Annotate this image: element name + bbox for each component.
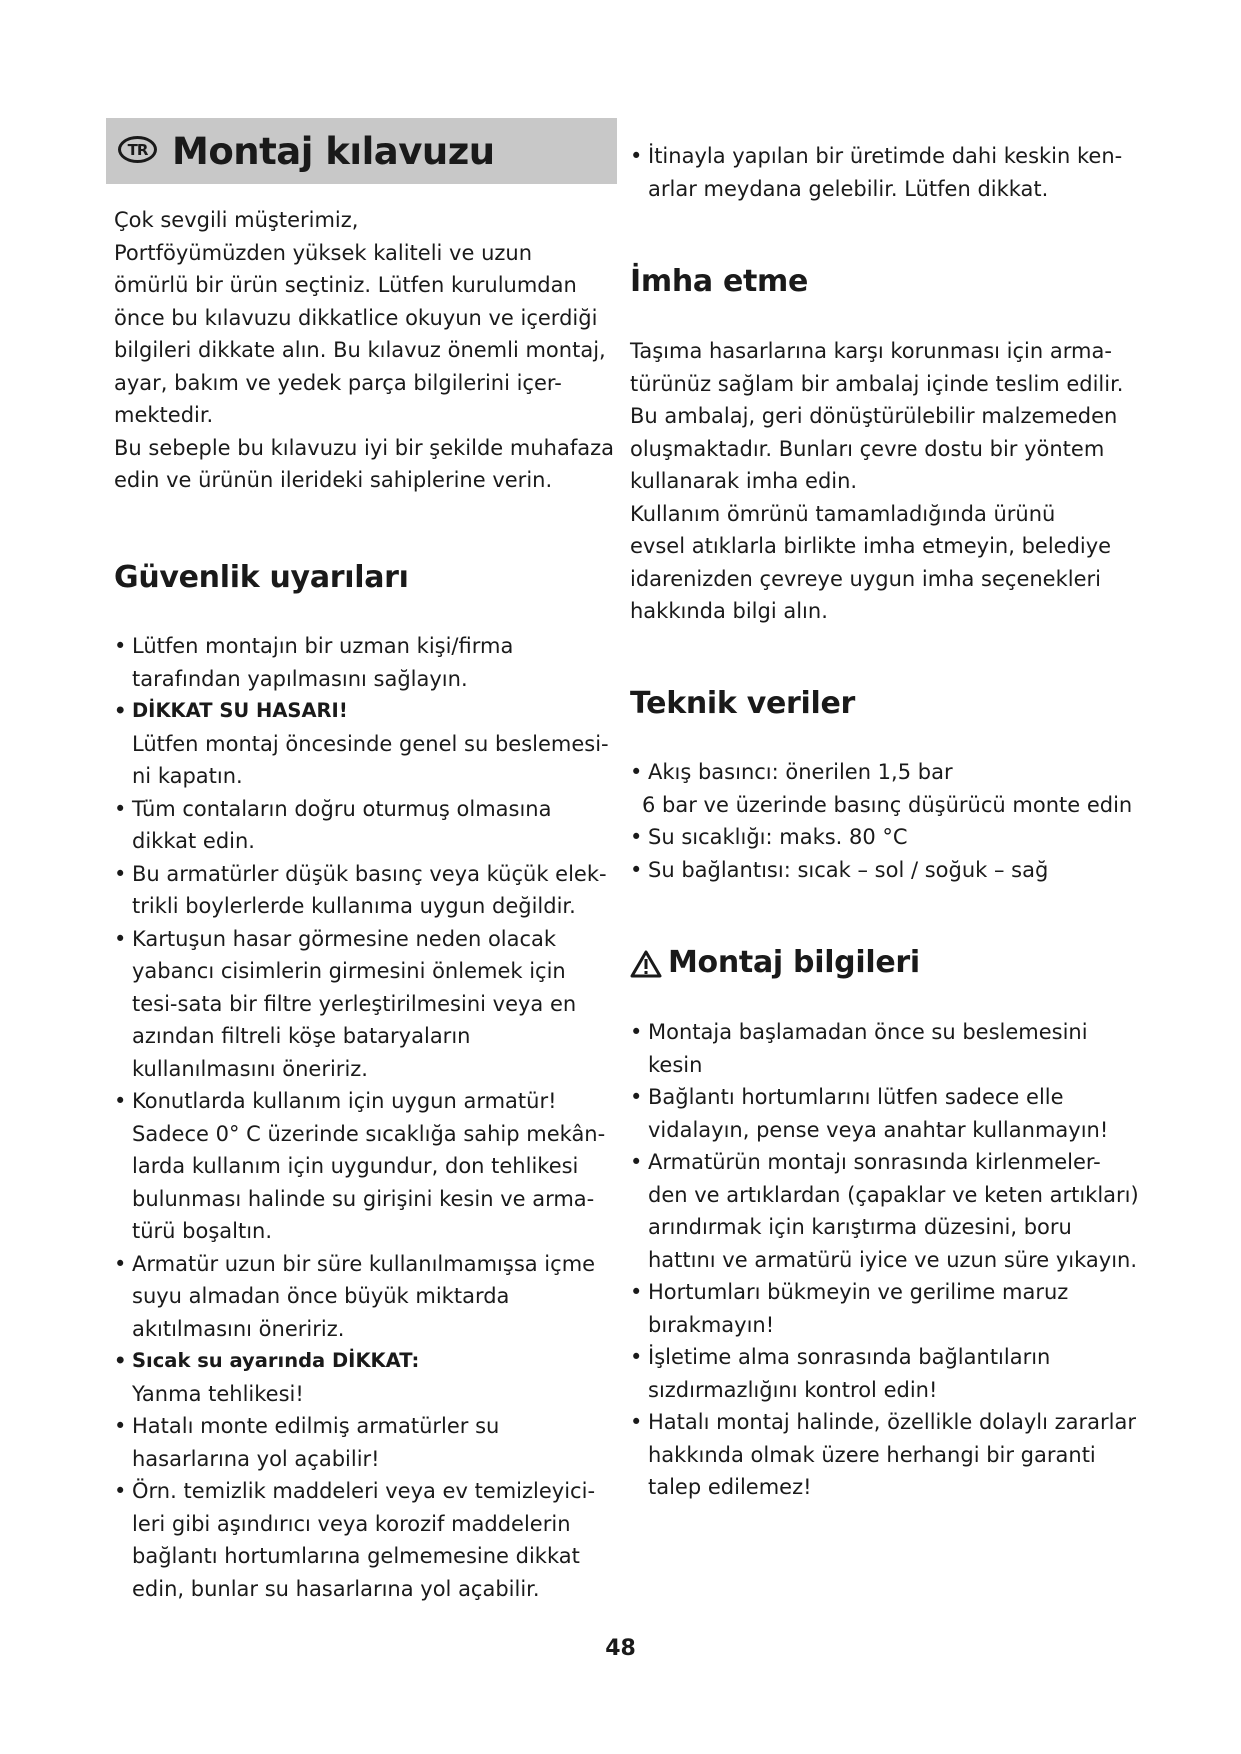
list-item: • Tüm contaların doğru oturmuş olmasına dikkat edin. <box>118 793 613 858</box>
list-item: • Akış basıncı: önerilen 1,5 bar <box>634 756 1139 789</box>
disposal-line: Bu ambalaj, geri dönüştürülebilir malzemeden <box>630 404 1118 428</box>
intro-line: bilgileri dikkate alın. Bu kılavuz önemli montaj, <box>114 338 606 362</box>
intro-line: Portföyümüzden yüksek kaliteli ve uzun <box>114 240 533 265</box>
disposal-line: Taşıma hasarlarına karşı korunması için arma- <box>630 339 1112 363</box>
list-item: • Hortumları bükmeyin ve gerilime maruz bırakmayın! <box>634 1276 1139 1341</box>
intro-text <box>114 204 624 497</box>
tech-list <box>634 756 1139 886</box>
disposal-line: evsel atıklarla birlikte imha etmeyin, belediye <box>630 534 1112 558</box>
list-item: • Hatalı monte edilmiş armatürler su hasarlarına yol açabilir! <box>118 1410 613 1475</box>
intro-line: edin ve ürünün ilerideki sahiplerine verin. <box>114 468 553 492</box>
disposal-line: hakkında bilgi alın. <box>630 599 828 623</box>
list-item-continuation <box>118 1378 613 1411</box>
list-item: • Konutlarda kullanım için uygun armatür! <box>118 1085 613 1118</box>
list-item-continuation <box>118 728 613 793</box>
warning-icon <box>630 950 662 978</box>
intro-line: önce bu kılavuzu dikkatlice okuyun ve içerdiği <box>114 305 598 330</box>
safety-heading: Güvenlik uyarıları <box>114 560 409 595</box>
disposal-line: oluşmaktadır. Bunları çevre dostu bir yöntem <box>630 436 1105 461</box>
list-text: 6 bar ve üzerinde basınç düşürücü monte edin <box>642 792 1133 817</box>
list-item-continuation <box>118 1118 613 1248</box>
list-item: • Lütfen montajın bir uzman kişi/firma tarafından yapılmasını sağlayın. <box>118 630 613 695</box>
intro-line: Bu sebeple bu kılavuzu iyi bir şekilde muhafaza <box>114 435 614 460</box>
disposal-text <box>630 335 1135 628</box>
list-text: Yanma tehlikesi! <box>132 1381 304 1406</box>
list-item: • Örn. temizlik maddeleri veya ev temizleyici-leri gibi aşındırıcı veya korozif maddelerin bağlantı hortumlarına gelmemesine dikkat edin, bunlar su hasarlarına yol açabilir. <box>118 1475 613 1605</box>
list-item: • Montaja başlamadan önce su beslemesini kesin <box>634 1016 1139 1081</box>
list-item: • Bağlantı hortumlarını lütfen sadece elle vidalayın, pense veya anahtar kullanmayın! <box>634 1081 1139 1146</box>
safety-list <box>118 630 613 1605</box>
disposal-heading: İmha etme <box>630 264 809 299</box>
list-item: • Hatalı montaj halinde, özellikle dolaylı zararlar hakkında olmak üzere herhangi bir garanti talep edilemez! <box>634 1406 1139 1504</box>
install-heading-text: Montaj bilgileri <box>668 945 920 980</box>
list-item: • İtinayla yapılan bir üretimde dahi keskin ken-arlar meydana gelebilir. Lütfen dikkat. <box>634 140 1134 205</box>
page-number: 48 <box>605 1636 636 1661</box>
tech-heading: Teknik veriler <box>630 686 856 721</box>
list-item: • Su sıcaklığı: maks. 80 °C <box>634 821 1139 854</box>
right-top-note <box>634 140 1134 205</box>
intro-line: mektedir. <box>114 403 214 427</box>
list-item: • Kartuşun hasar görmesine neden olacak yabancı cisimlerin girmesini önlemek için tesi-sata bir filtre yerleştirilmesini veya en azından filtreli köşe bataryaların kullanılmasını öneririz. <box>118 923 613 1086</box>
list-item: • Bu armatürler düşük basınç veya küçük elek-trikli boylerlerde kullanıma uygun değildir. <box>118 858 613 923</box>
language-badge: TR <box>118 136 157 163</box>
intro-line: ömürlü bir ürün seçtiniz. Lütfen kurulumdan <box>114 273 577 297</box>
intro-line: Çok sevgili müşterimiz, <box>114 208 359 232</box>
list-item: • Su bağlantısı: sıcak – sol / soğuk – sağ <box>634 854 1139 887</box>
title-bar <box>106 118 617 184</box>
install-heading <box>630 945 920 980</box>
list-text: Sadece 0° C üzerinde sıcaklığa sahip mekân-larda kullanım için uygundur, don tehlikesi bulunması halinde su girişini kesin ve arma-türü boşaltın. <box>132 1121 606 1243</box>
disposal-line: türünüz sağlam bir ambalaj içinde teslim edilir. <box>630 371 1124 396</box>
disposal-line: Kullanım ömrünü tamamladığında ürünü <box>630 501 1056 526</box>
page-title: Montaj kılavuzu <box>172 130 495 173</box>
disposal-line: idarenizden çevreye uygun imha seçenekleri <box>630 566 1101 591</box>
list-item: • Armatür uzun bir süre kullanılmamışsa içme suyu almadan önce büyük miktarda akıtılmasını öneririz. <box>118 1248 613 1346</box>
list-item-continuation <box>634 789 1139 822</box>
list-item: • DİKKAT SU HASARI! <box>118 695 613 728</box>
list-item: • Sıcak su ayarında DİKKAT: <box>118 1345 613 1378</box>
disposal-line: kullanarak imha edin. <box>630 469 858 493</box>
list-item: • Armatürün montajı sonrasında kirlenmeler-den ve artıklardan (çapaklar ve keten artıkları) arındırmak için karıştırma düzesini, boru hattını ve armatürü iyice ve uzun süre yıkayın. <box>634 1146 1139 1276</box>
list-text: Lütfen montaj öncesinde genel su beslemesi-ni kapatın. <box>132 731 609 788</box>
list-item: • İşletime alma sonrasında bağlantıların sızdırmazlığını kontrol edin! <box>634 1341 1139 1406</box>
install-list <box>634 1016 1139 1504</box>
intro-line: ayar, bakım ve yedek parça bilgilerini içer- <box>114 370 562 395</box>
